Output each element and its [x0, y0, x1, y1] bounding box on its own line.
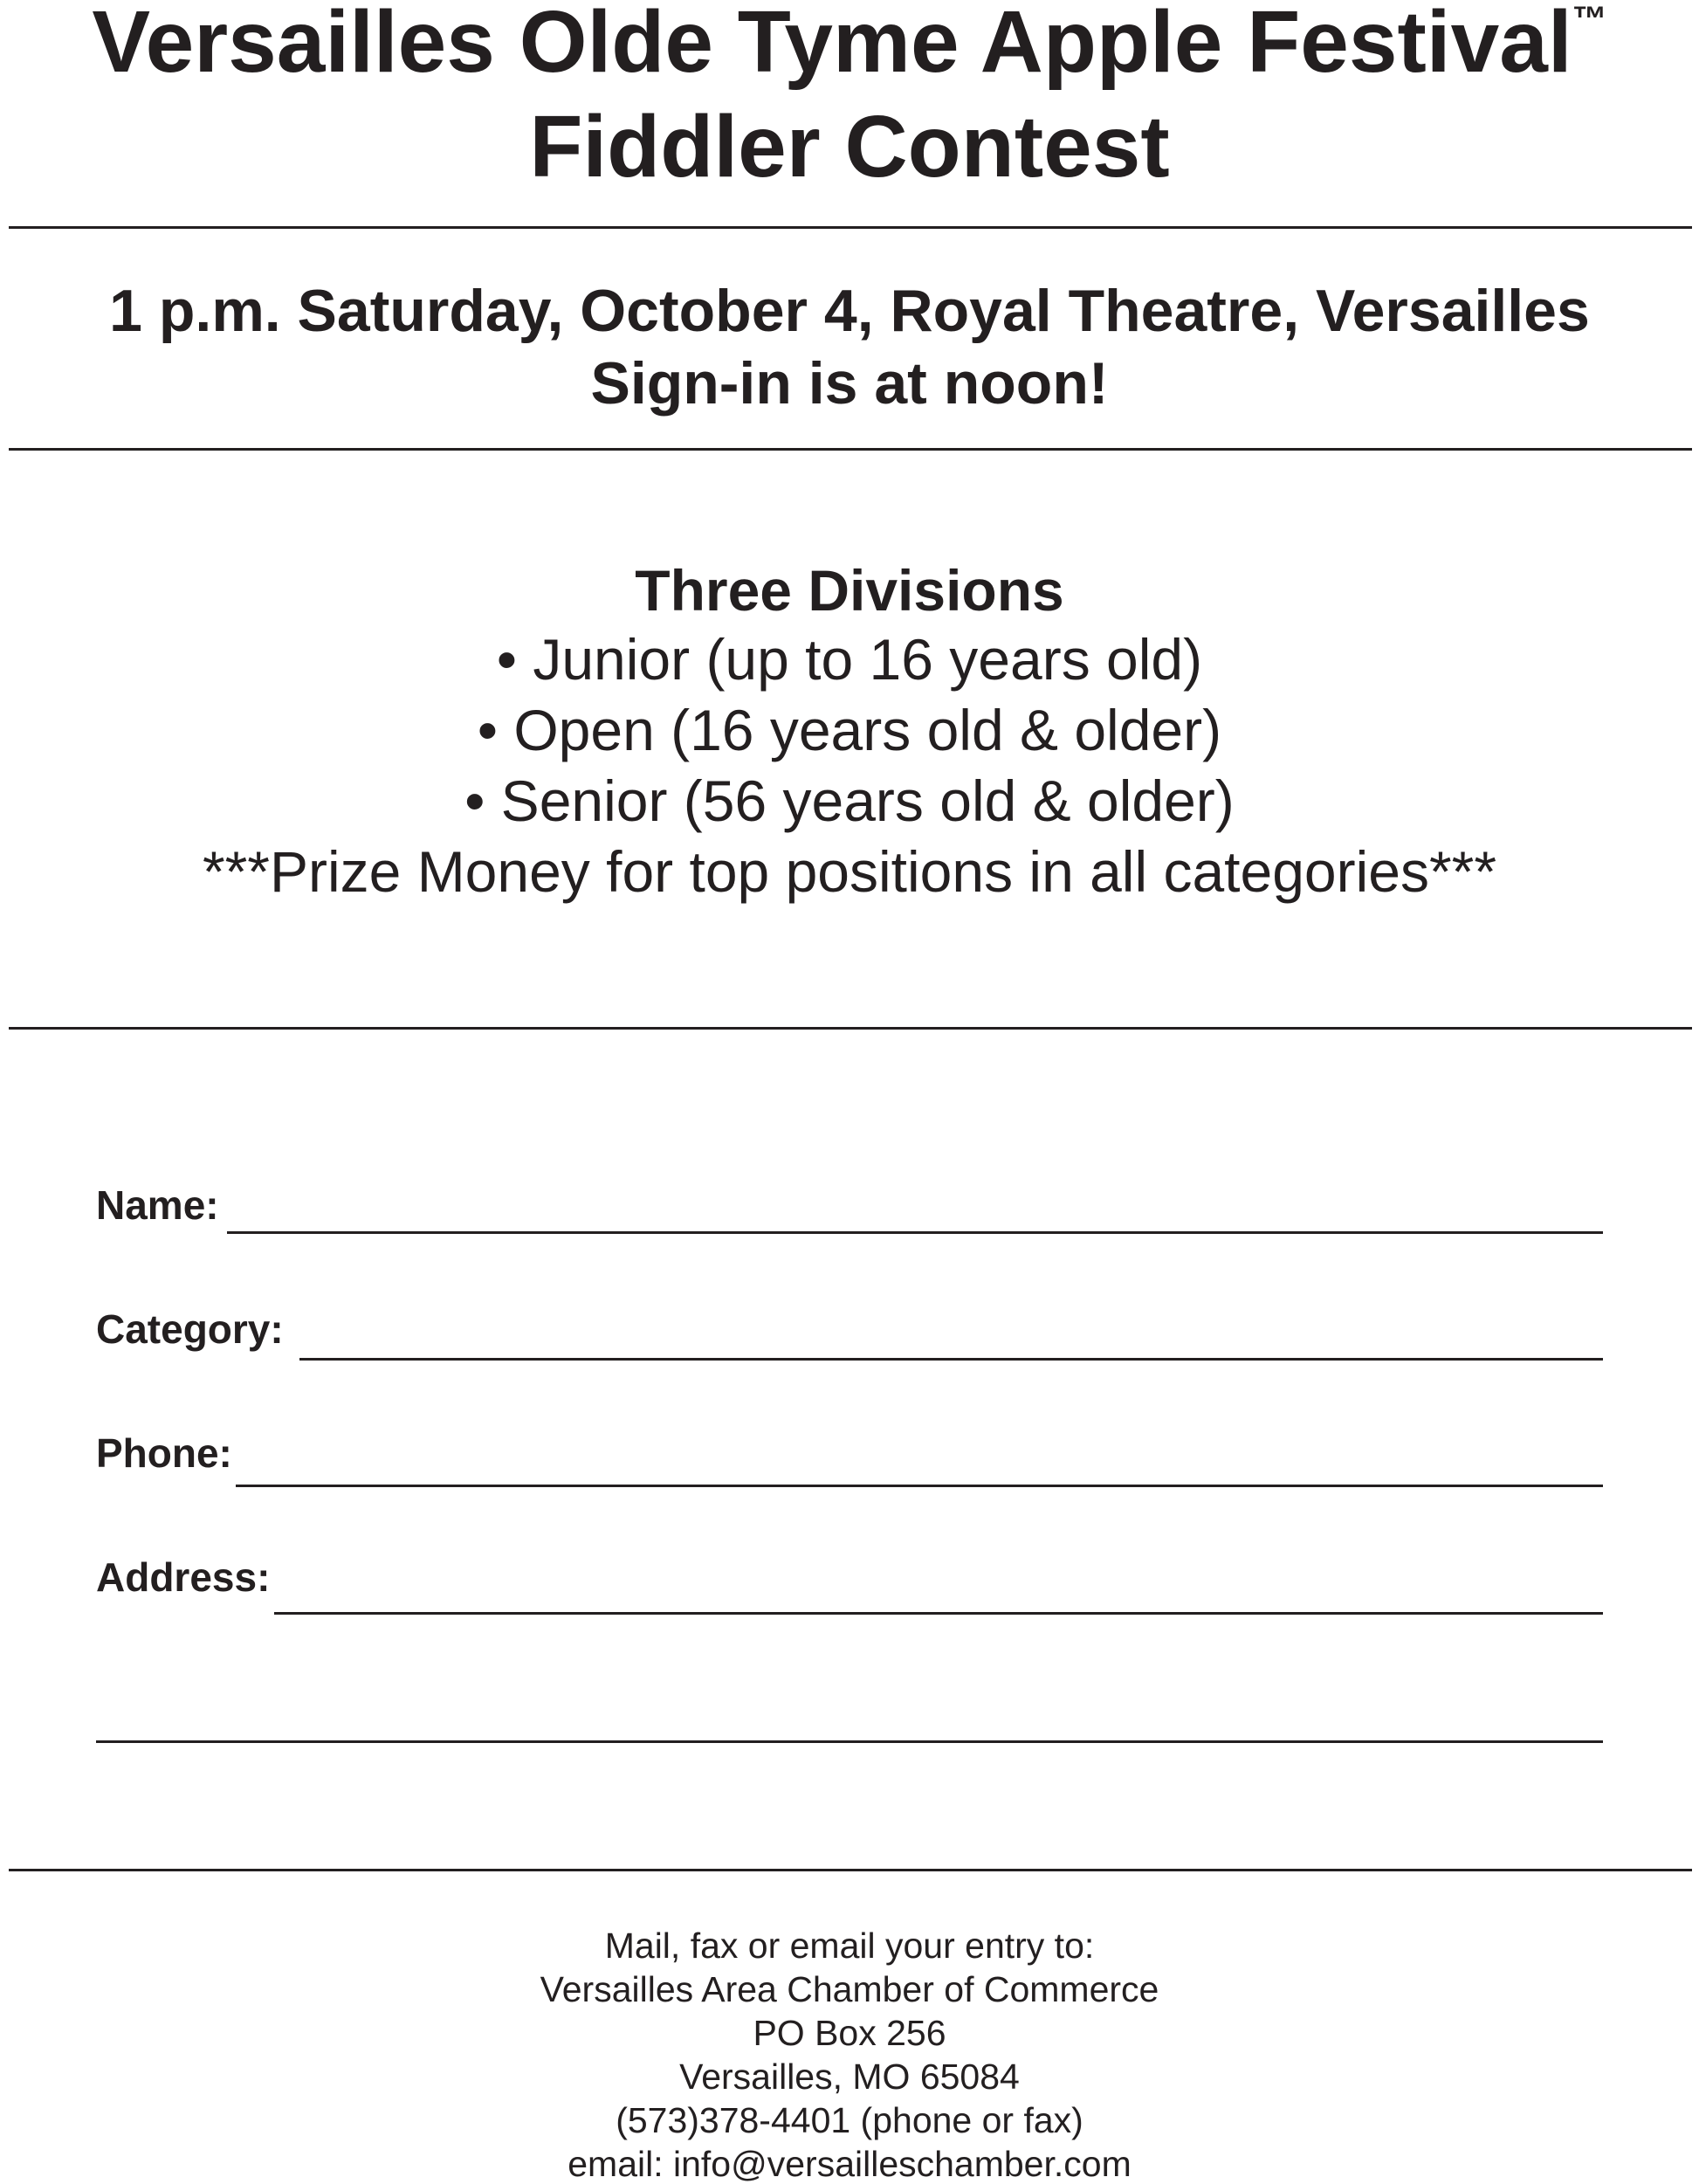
- category-label: Category:: [96, 1306, 284, 1352]
- divider-1: [9, 226, 1692, 229]
- trademark-symbol: ™: [1572, 0, 1607, 38]
- name-field-line[interactable]: [227, 1231, 1603, 1234]
- address-field-line-2[interactable]: [96, 1740, 1603, 1743]
- footer-phone: (573)378-4401 (phone or fax): [616, 2100, 1083, 2140]
- event-signin: Sign-in is at noon!: [590, 350, 1109, 417]
- footer-instructions: Mail, fax or email your entry to:: [604, 1926, 1095, 1966]
- footer-city-state-zip: Versailles, MO 65084: [679, 2057, 1020, 2097]
- page-title-line-2: Fiddler Contest: [529, 98, 1170, 196]
- address-field-line-1[interactable]: [274, 1612, 1603, 1615]
- name-label: Name:: [96, 1182, 219, 1228]
- footer-organization: Versailles Area Chamber of Commerce: [540, 1969, 1159, 2009]
- footer-email: email: info@versailleschamber.com: [567, 2144, 1132, 2184]
- event-when-where: 1 p.m. Saturday, October 4, Royal Theatre, Versailles: [109, 278, 1590, 344]
- footer-po-box: PO Box 256: [753, 2013, 946, 2053]
- category-field-line[interactable]: [299, 1358, 1603, 1361]
- divider-3: [9, 1027, 1692, 1030]
- divider-2: [9, 448, 1692, 451]
- phone-label: Phone:: [96, 1430, 232, 1476]
- page-title-line-1: [0, 0, 1699, 91]
- prize-money-note: ***Prize Money for top positions in all categories***: [202, 839, 1497, 904]
- divisions-heading: Three Divisions: [635, 558, 1064, 623]
- address-label: Address:: [96, 1554, 271, 1600]
- phone-field-line[interactable]: [236, 1485, 1603, 1487]
- division-item-junior: • Junior (up to 16 years old): [496, 627, 1203, 692]
- divider-4: [9, 1869, 1692, 1871]
- title-text: Versailles Olde Tyme Apple Festival: [92, 0, 1572, 91]
- division-item-open: • Open (16 years old & older): [477, 698, 1222, 762]
- division-item-senior: • Senior (56 years old & older): [464, 768, 1235, 833]
